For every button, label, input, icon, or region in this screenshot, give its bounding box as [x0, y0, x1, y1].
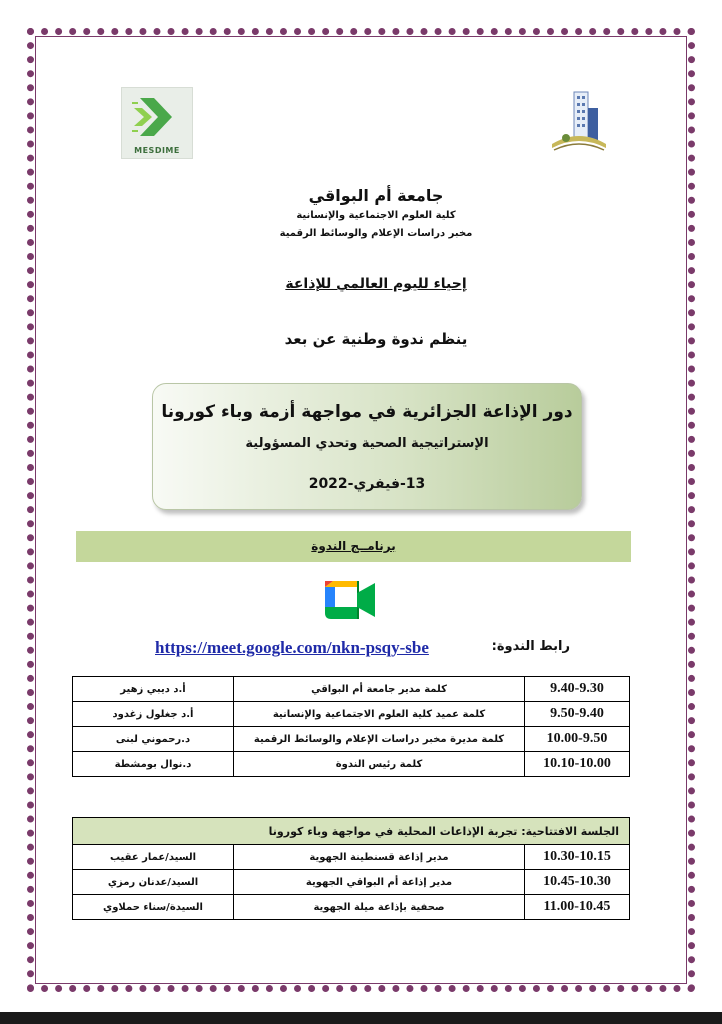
table-row: [73, 845, 630, 870]
time-cell: 9.40-9.30: [525, 677, 630, 702]
table-row: [73, 702, 630, 727]
mesdime-logo: [121, 87, 193, 159]
mesdime-chevron-icon: [132, 94, 182, 140]
event-title-box: [152, 383, 582, 510]
speaker-cell: السيدة/سناء حملاوي: [73, 895, 234, 920]
activity-cell: كلمة رئيس الندوة: [234, 752, 525, 777]
table-row: [73, 895, 630, 920]
speaker-cell: د.نوال بومشطة: [73, 752, 234, 777]
activity-cell: كلمة عميد كلية العلوم الاجتماعية والإنسانية: [234, 702, 525, 727]
time-cell: 10.10-10.00: [525, 752, 630, 777]
table-row: [73, 870, 630, 895]
table-row: [73, 677, 630, 702]
activity-cell: كلمة مدير جامعة أم البواقي: [234, 677, 525, 702]
table-row: [73, 727, 630, 752]
time-cell: 10.30-10.15: [525, 845, 630, 870]
table-row: [73, 752, 630, 777]
organizes-line: ينظم ندوة وطنية عن بعد: [284, 330, 468, 348]
meeting-link-line: [155, 638, 575, 662]
bottom-strip: [0, 1012, 722, 1024]
activity-cell: مدير إذاعة أم البواقي الجهوية: [234, 870, 525, 895]
activity-cell: مدير إذاعة قسنطينة الجهوية: [234, 845, 525, 870]
event-subtitle: الإستراتيجية الصحية وتحدي المسؤولية: [245, 436, 489, 451]
table-header-row: [73, 818, 630, 845]
mesdime-logo-text: MESDIME: [134, 146, 180, 155]
meeting-link[interactable]: https://meet.google.com/nkn-psqy-sbe: [155, 638, 429, 657]
activity-cell: صحفية بإذاعة ميلة الجهوية: [234, 895, 525, 920]
speaker-cell: السيد/عدنان رمزي: [73, 870, 234, 895]
university-name: جامعة أم البواقي: [308, 186, 444, 205]
google-meet-icon: [323, 581, 379, 619]
occasion-heading: إحياء لليوم العالمي للإذاعة: [285, 276, 467, 292]
speaker-cell: أ.د ديبي زهير: [73, 677, 234, 702]
opening-schedule-table: [72, 676, 630, 777]
activity-cell: كلمة مديرة مخبر دراسات الإعلام والوسائط الرقمية: [234, 727, 525, 752]
event-title: دور الإذاعة الجزائرية في مواجهة أزمة وباء كورونا: [161, 402, 573, 422]
time-cell: 11.00-10.45: [525, 895, 630, 920]
laboratory-name: مخبر دراسات الإعلام والوسائط الرقمية: [279, 228, 473, 239]
time-cell: 9.50-9.40: [525, 702, 630, 727]
program-heading: برنامــج الندوة: [76, 531, 631, 562]
faculty-name: كلية العلوم الاجتماعية والإنسانية: [296, 210, 456, 221]
speaker-cell: أ.د جغلول زغدود: [73, 702, 234, 727]
meeting-link-label: رابط الندوة:: [491, 639, 570, 654]
speaker-cell: د.رحموني لبنى: [73, 727, 234, 752]
session-schedule-table: [72, 817, 630, 920]
session-heading: الجلسة الافتتاحية: تجربة الإذاعات المحلية في مواجهة وباء كورونا: [73, 818, 630, 845]
time-cell: 10.45-10.30: [525, 870, 630, 895]
university-building-icon: [544, 88, 614, 158]
speaker-cell: السيد/عمار عقيب: [73, 845, 234, 870]
event-date: 13-فيفري-2022: [308, 476, 426, 492]
time-cell: 10.00-9.50: [525, 727, 630, 752]
university-logo: [544, 88, 614, 158]
